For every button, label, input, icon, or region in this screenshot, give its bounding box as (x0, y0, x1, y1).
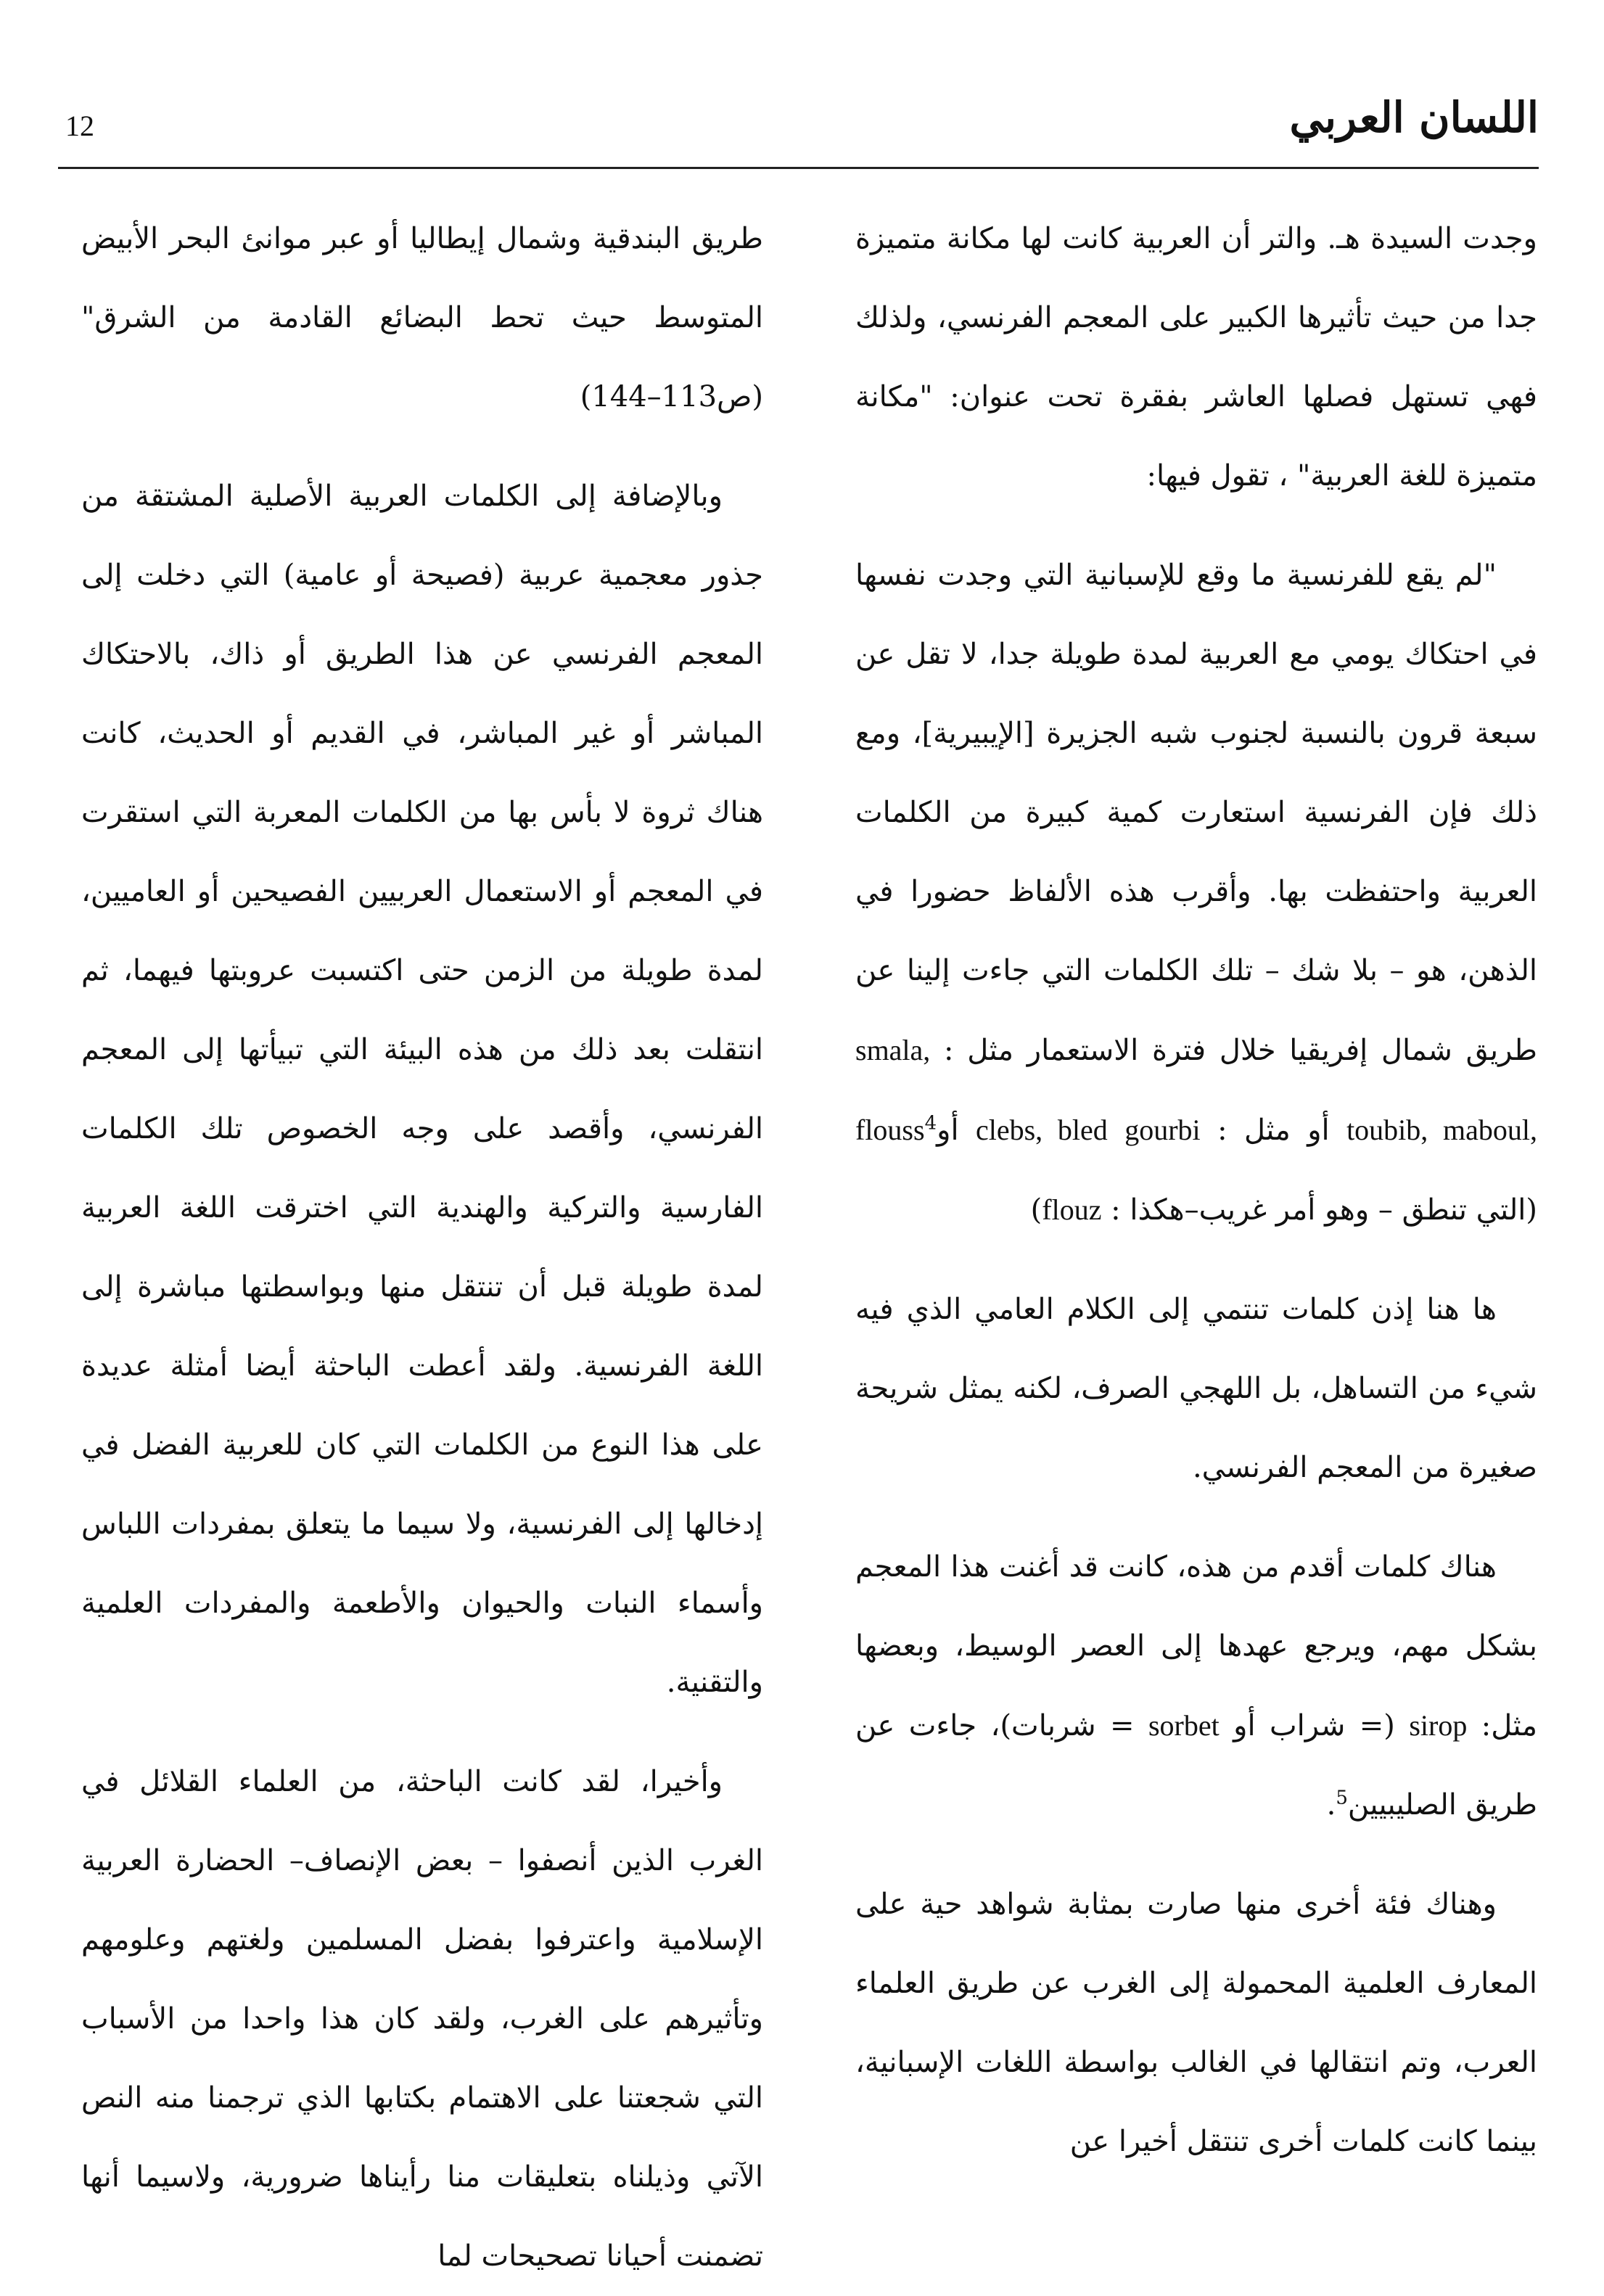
paragraph: وجدت السيدة هـ. والتر أن العربية كانت لها مكانة متميزة جدا من حيث تأثيرها الكبير على المعجم الفرنسي، ولذلك فهي تستهل فصلها العاشر بفقرة تحت عنوان: "مكانة متميزة للغة العربية" ، تقول فيها: (855, 222, 1537, 493)
foreign-word: gourbi (1124, 1114, 1201, 1146)
paragraph: طريق البندقية وشمال إيطاليا أو عبر موانئ البحر الأبيض المتوسط حيث تحط البضائع القادمة من الشرق" (ص113–144) (81, 222, 763, 413)
page-header (58, 87, 1539, 169)
footnote-marker: 4 (924, 1112, 937, 1135)
foreign-word: flouz (1042, 1193, 1102, 1226)
journal-title: اللسان العربي (1289, 93, 1539, 142)
quote-paragraph: "لم يقع للفرنسية ما وقع للإسبانية التي وجدت نفسها في احتكاك يومي مع العربية لمدة طويلة جدا، لا تقل عن سبعة قرون بالنسبة لجنوب شبه الجزيرة [الإيبيرية]، ومع ذلك فإن الفرنسية استعارت كمية كبيرة من الكلمات العربية واحتفظت بها. وأقرب هذه الألفاظ حضورا في الذهن، هو – بلا شك – تلك الكلمات التي جاءت إلينا عن طريق شمال إفريقيا خلال فترة الاستعمار مثل : smala, toubib, maboul, أو مثل : clebs, bled gourbi أوflouss$^4$ (التي تنطق – وهو أمر غريب–هكذا : flouz) (855, 559, 1537, 1227)
paragraph: وهناك فئة أخرى منها صارت بمثابة شواهد حية على المعارف العلمية المحمولة إلى الغرب عن طريق العلماء العرب، وتم انتقالها في الغالب بواسطة اللغات الإسبانية، بينما كانت كلمات أخرى تنتقل أخيرا عن (855, 1888, 1537, 2158)
paragraph: وأخيرا، لقد كانت الباحثة، من العلماء القلائل في الغرب الذين أنصفوا – بعض الإنصاف– الحضارة العربية الإسلامية واعترفوا بفضل المسلمين ولغتهم وعلومهم وتأثيرهم على الغرب، ولقد كان هذا واحدا من الأسباب التي شجعتنا على الاهتمام بكتابها الذي ترجمنا منه النص الآتي وذيلناه بتعليقات منا رأيناها ضرورية، ولاسيما أنها تضمنت أحيانا تصحيحات لما (81, 1765, 763, 2273)
right-column (855, 199, 1537, 2181)
foreign-word: sorbet (1148, 1709, 1220, 1742)
foreign-word: sirop (1409, 1709, 1468, 1742)
foreign-words: clebs, bled (975, 1114, 1108, 1146)
paragraph: وبالإضافة إلى الكلمات العربية الأصلية المشتقة من جذور معجمية عربية (فصيحة أو عامية) التي دخلت إلى المعجم الفرنسي عن هذا الطريق أو ذاك، بالاحتكاك المباشر أو غير المباشر، في القديم أو الحديث، كانت هناك ثروة لا بأس بها من الكلمات المعربة التي استقرت في المعجم أو الاستعمال العربيين الفصيحين أو العاميين، لمدة طويلة من الزمن حتى اكتسبت عروبتها فيهما، ثم انتقلت بعد ذلك من هذه البيئة التي تبيأتها إلى المعجم الفرنسي، وأقصد على وجه الخصوص تلك الكلمات الفارسية والتركية والهندية التي اخترقت اللغة العربية لمدة طويلة قبل أن تنتقل منها وبواسطتها مباشرة إلى اللغة الفرنسية. ولقد أعطت الباحثة أيضا أمثلة عديدة على هذا النوع من الكلمات التي كان للعربية الفضل في إدخالها إلى الفرنسية، ولا سيما ما يتعلق بمفردات اللباس وأسماء النبات والحيوان والأطعمة والمفردات العلمية والتقنية. (81, 480, 763, 1699)
footnote-marker: 5 (1336, 1787, 1348, 1809)
foreign-words: smala, toubib, maboul, (855, 1034, 1537, 1146)
foreign-word: flouss (855, 1114, 925, 1146)
paragraph: هناك كلمات أقدم من هذه، كانت قد أغنت هذا المعجم بشكل مهم، ويرجع عهدها إلى العصر الوسيط، وبعضها مثل: sirop (= شراب أو sorbet = شربات)، جاءت عن طريق الصليبيين$^5$. (855, 1550, 1537, 1822)
left-column (81, 199, 763, 2296)
paragraph: ها هنا إذن كلمات تنتمي إلى الكلام العامي الذي فيه شيء من التساهل، بل اللهجي الصرف، لكنه يمثل شريحة صغيرة من المعجم الفرنسي. (855, 1293, 1537, 1484)
page-number: 12 (65, 110, 94, 142)
